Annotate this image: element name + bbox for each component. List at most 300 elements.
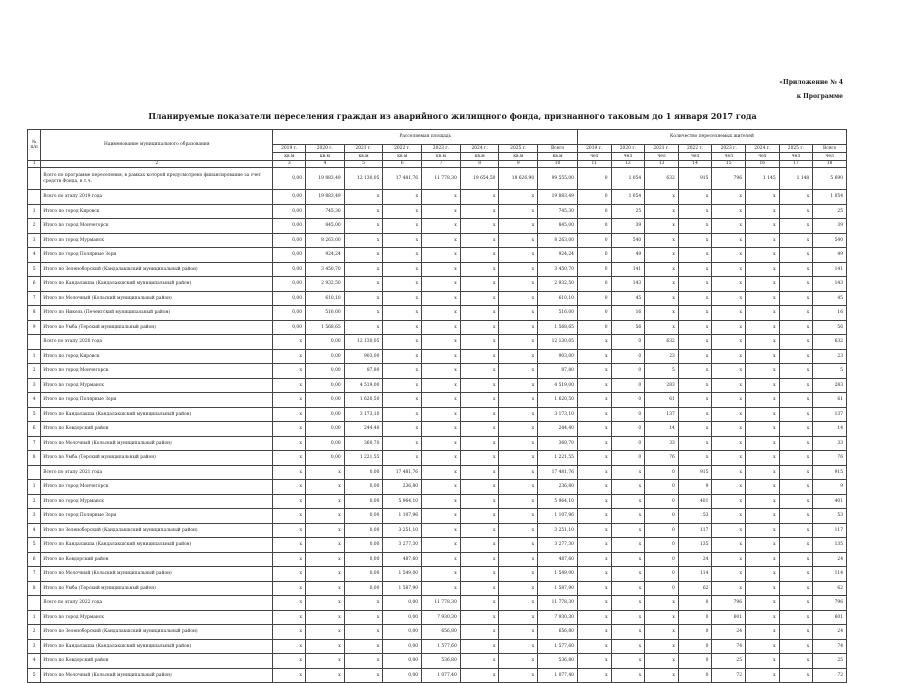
area-cell: x bbox=[273, 451, 306, 466]
area-cell: x bbox=[422, 494, 461, 509]
row-name: Итого по город Мончегорск bbox=[41, 219, 273, 234]
people-cell: 0 bbox=[645, 581, 679, 596]
area-cell: x bbox=[344, 277, 383, 292]
area-cell: x bbox=[499, 204, 538, 219]
area-cell: x bbox=[273, 393, 306, 408]
area-cell: x bbox=[306, 668, 345, 683]
table-row bbox=[28, 233, 847, 248]
area-cell: 1 221,55 bbox=[344, 451, 383, 466]
area-cell: 0,00 bbox=[306, 422, 345, 437]
header-year-people: 2024 г. bbox=[746, 145, 780, 153]
people-cell: x bbox=[746, 335, 780, 350]
area-cell: 4 519,00 bbox=[538, 378, 578, 393]
header-column-number: 3 bbox=[273, 161, 306, 168]
people-cell: 0 bbox=[678, 639, 712, 654]
people-cell: 135 bbox=[678, 538, 712, 553]
row-name: Всего по программе переселения, в рамках которой предусмотрено финансирование за счет средств Фонда, в т.ч. bbox=[41, 168, 273, 190]
header-column-number: 9 bbox=[499, 161, 538, 168]
people-cell: x bbox=[779, 262, 813, 277]
area-cell: x bbox=[344, 320, 383, 335]
area-cell: 3 173,10 bbox=[344, 407, 383, 422]
people-cell: x bbox=[779, 538, 813, 553]
area-cell: 17 481,76 bbox=[383, 168, 422, 190]
area-cell: x bbox=[422, 204, 461, 219]
row-name: Итого по город Полярные Зори bbox=[41, 509, 273, 524]
row-name: Итого по город Мурманск bbox=[41, 233, 273, 248]
area-cell: x bbox=[422, 349, 461, 364]
row-number: 7 bbox=[28, 291, 41, 306]
area-cell: 0,00 bbox=[344, 552, 383, 567]
people-cell: x bbox=[645, 654, 679, 669]
area-cell: x bbox=[499, 349, 538, 364]
area-cell: x bbox=[499, 219, 538, 234]
area-cell: x bbox=[344, 219, 383, 234]
people-cell: 25 bbox=[813, 204, 847, 219]
header-year-area: 2021 г. bbox=[344, 145, 383, 153]
area-cell: 5 964,10 bbox=[538, 494, 578, 509]
area-cell: x bbox=[499, 320, 538, 335]
people-cell: x bbox=[712, 248, 746, 263]
area-cell: x bbox=[499, 596, 538, 611]
area-cell: x bbox=[306, 581, 345, 596]
people-cell: x bbox=[611, 581, 645, 596]
people-cell: 33 bbox=[645, 436, 679, 451]
people-cell: 1 054 bbox=[611, 168, 645, 190]
people-cell: 5 bbox=[813, 364, 847, 379]
people-cell: x bbox=[746, 451, 780, 466]
area-cell: x bbox=[273, 538, 306, 553]
row-number: 1 bbox=[28, 480, 41, 495]
header-year-people: 2025 г. bbox=[779, 145, 813, 153]
table-row bbox=[28, 168, 847, 190]
header-unit-people: чел bbox=[779, 153, 813, 161]
area-cell: 0,00 bbox=[306, 451, 345, 466]
area-cell: 0,00 bbox=[306, 393, 345, 408]
area-cell: 0,00 bbox=[273, 204, 306, 219]
area-cell: x bbox=[273, 407, 306, 422]
area-cell: x bbox=[499, 523, 538, 538]
area-cell: x bbox=[460, 291, 499, 306]
people-cell: 0 bbox=[611, 335, 645, 350]
area-cell: x bbox=[460, 552, 499, 567]
people-cell: x bbox=[577, 668, 611, 683]
people-cell: 0 bbox=[678, 654, 712, 669]
area-cell: 12 130,05 bbox=[538, 335, 578, 350]
area-cell: 0,00 bbox=[344, 480, 383, 495]
area-cell: x bbox=[422, 538, 461, 553]
people-cell: x bbox=[678, 306, 712, 321]
header-column-number: 6 bbox=[383, 161, 422, 168]
row-number: 5 bbox=[28, 538, 41, 553]
area-cell: x bbox=[306, 567, 345, 582]
table-row bbox=[28, 596, 847, 611]
people-cell: 114 bbox=[678, 567, 712, 582]
row-name: Всего по этапу 2020 года bbox=[41, 335, 273, 350]
area-cell: 924,24 bbox=[306, 248, 345, 263]
area-cell: 487,60 bbox=[383, 552, 422, 567]
people-cell: x bbox=[746, 219, 780, 234]
people-cell: x bbox=[712, 451, 746, 466]
people-cell: x bbox=[712, 204, 746, 219]
area-cell: 5 964,10 bbox=[383, 494, 422, 509]
people-cell: 56 bbox=[813, 320, 847, 335]
area-cell: x bbox=[460, 248, 499, 263]
area-cell: 17 481,76 bbox=[383, 465, 422, 480]
area-cell: x bbox=[273, 654, 306, 669]
people-cell: x bbox=[746, 190, 780, 205]
people-cell: 915 bbox=[678, 465, 712, 480]
area-cell: 244,40 bbox=[538, 422, 578, 437]
row-number: 8 bbox=[28, 451, 41, 466]
area-cell: x bbox=[344, 291, 383, 306]
area-cell: x bbox=[273, 494, 306, 509]
table-header bbox=[28, 130, 847, 168]
area-cell: x bbox=[460, 451, 499, 466]
area-cell: 0,00 bbox=[383, 610, 422, 625]
header-year-people: Всего bbox=[813, 145, 847, 153]
row-number: 5 bbox=[28, 262, 41, 277]
people-cell: 62 bbox=[813, 581, 847, 596]
row-number: 4 bbox=[28, 654, 41, 669]
area-cell: x bbox=[460, 509, 499, 524]
people-cell: x bbox=[779, 407, 813, 422]
area-cell: x bbox=[460, 494, 499, 509]
people-cell: x bbox=[779, 451, 813, 466]
people-cell: 0 bbox=[577, 233, 611, 248]
table-row bbox=[28, 523, 847, 538]
people-cell: 1 054 bbox=[813, 190, 847, 205]
people-cell: x bbox=[577, 422, 611, 437]
people-cell: 33 bbox=[813, 436, 847, 451]
header-unit-area: кв.м bbox=[306, 153, 345, 161]
area-cell: 12 130,05 bbox=[344, 335, 383, 350]
people-cell: x bbox=[645, 277, 679, 292]
table-row bbox=[28, 349, 847, 364]
area-cell: x bbox=[499, 378, 538, 393]
area-cell: x bbox=[422, 451, 461, 466]
area-cell: x bbox=[306, 596, 345, 611]
area-cell: x bbox=[499, 509, 538, 524]
area-cell: x bbox=[460, 320, 499, 335]
row-name: Итого по Молочный (Кольский муниципальный район) bbox=[41, 567, 273, 582]
row-number: 2 bbox=[28, 364, 41, 379]
people-cell: x bbox=[577, 480, 611, 495]
area-cell: 0,00 bbox=[306, 436, 345, 451]
area-cell: x bbox=[383, 248, 422, 263]
area-cell: x bbox=[422, 480, 461, 495]
row-number: 2 bbox=[28, 494, 41, 509]
people-cell: x bbox=[645, 596, 679, 611]
people-cell: 601 bbox=[712, 610, 746, 625]
row-name: Итого по Умба (Терский муниципальный район) bbox=[41, 320, 273, 335]
people-cell: 632 bbox=[645, 168, 679, 190]
area-cell: x bbox=[273, 625, 306, 640]
row-name: Всего по этапу 2022 года bbox=[41, 596, 273, 611]
table-row bbox=[28, 581, 847, 596]
row-number: 3 bbox=[28, 639, 41, 654]
row-name: Итого по Кандалакша (Кандалакшский муниципальный район) bbox=[41, 639, 273, 654]
table-row bbox=[28, 610, 847, 625]
header-unit-area: кв.м bbox=[499, 153, 538, 161]
area-cell: 536,80 bbox=[538, 654, 578, 669]
row-number: 8 bbox=[28, 306, 41, 321]
people-cell: x bbox=[746, 306, 780, 321]
people-cell: 61 bbox=[813, 393, 847, 408]
area-cell: x bbox=[273, 436, 306, 451]
people-cell: 24 bbox=[678, 552, 712, 567]
area-cell: 487,60 bbox=[538, 552, 578, 567]
people-cell: x bbox=[746, 262, 780, 277]
area-cell: 0,00 bbox=[273, 168, 306, 190]
area-cell: 1 577,60 bbox=[422, 639, 461, 654]
people-cell: x bbox=[779, 204, 813, 219]
table-row bbox=[28, 190, 847, 205]
people-cell: x bbox=[712, 291, 746, 306]
row-number: 1 bbox=[28, 610, 41, 625]
area-cell: 3 251,10 bbox=[538, 523, 578, 538]
people-cell: x bbox=[577, 552, 611, 567]
row-number: 4 bbox=[28, 393, 41, 408]
people-cell: 141 bbox=[611, 262, 645, 277]
area-cell: x bbox=[273, 378, 306, 393]
people-cell: x bbox=[611, 596, 645, 611]
people-cell: x bbox=[779, 668, 813, 683]
people-cell: x bbox=[712, 306, 746, 321]
row-name: Итого по Умба (Терский муниципальный район) bbox=[41, 451, 273, 466]
people-cell: x bbox=[712, 233, 746, 248]
area-cell: x bbox=[499, 436, 538, 451]
area-cell: x bbox=[383, 306, 422, 321]
area-cell: x bbox=[499, 233, 538, 248]
area-cell: x bbox=[344, 596, 383, 611]
row-number: 5 bbox=[28, 668, 41, 683]
people-cell: x bbox=[779, 190, 813, 205]
area-cell: 0,00 bbox=[273, 262, 306, 277]
people-cell: x bbox=[611, 625, 645, 640]
area-cell: x bbox=[344, 625, 383, 640]
header-column-number: 13 bbox=[645, 161, 679, 168]
area-cell: x bbox=[499, 262, 538, 277]
header-year-people: 2022 г. bbox=[678, 145, 712, 153]
area-cell: x bbox=[422, 509, 461, 524]
people-cell: x bbox=[712, 581, 746, 596]
area-cell: 3 277,30 bbox=[383, 538, 422, 553]
people-cell: x bbox=[779, 610, 813, 625]
area-cell: x bbox=[344, 233, 383, 248]
area-cell: 924,24 bbox=[538, 248, 578, 263]
people-cell: x bbox=[712, 436, 746, 451]
area-cell: x bbox=[499, 451, 538, 466]
people-cell: x bbox=[678, 335, 712, 350]
area-cell: x bbox=[499, 668, 538, 683]
area-cell: 0,00 bbox=[344, 581, 383, 596]
people-cell: x bbox=[779, 654, 813, 669]
people-cell: x bbox=[611, 494, 645, 509]
people-cell: x bbox=[611, 567, 645, 582]
area-cell: x bbox=[273, 364, 306, 379]
area-cell: 1 568,65 bbox=[306, 320, 345, 335]
people-cell: 0 bbox=[645, 509, 679, 524]
people-cell: x bbox=[712, 190, 746, 205]
people-cell: 135 bbox=[813, 538, 847, 553]
area-cell: x bbox=[460, 422, 499, 437]
people-cell: x bbox=[645, 625, 679, 640]
people-cell: x bbox=[746, 378, 780, 393]
area-cell: x bbox=[273, 349, 306, 364]
area-cell: x bbox=[273, 567, 306, 582]
row-number bbox=[28, 596, 41, 611]
people-cell: 72 bbox=[712, 668, 746, 683]
people-cell: 9 bbox=[813, 480, 847, 495]
area-cell: 0,00 bbox=[273, 219, 306, 234]
row-name: Итого по Зеленоборский (Кандалакшский муниципальный район) bbox=[41, 262, 273, 277]
area-cell: x bbox=[460, 668, 499, 683]
area-cell: x bbox=[499, 277, 538, 292]
table-row bbox=[28, 320, 847, 335]
people-cell: 45 bbox=[611, 291, 645, 306]
people-cell: 0 bbox=[645, 538, 679, 553]
people-cell: x bbox=[779, 364, 813, 379]
people-cell: 49 bbox=[611, 248, 645, 263]
header-year-area: 2022 г. bbox=[383, 145, 422, 153]
resettlement-table bbox=[27, 129, 847, 683]
header-year-people: 2021 г. bbox=[645, 145, 679, 153]
area-cell: x bbox=[306, 625, 345, 640]
people-cell: 0 bbox=[678, 625, 712, 640]
table-row bbox=[28, 378, 847, 393]
people-cell: 601 bbox=[813, 610, 847, 625]
people-cell: 117 bbox=[813, 523, 847, 538]
table-row bbox=[28, 451, 847, 466]
area-cell: x bbox=[460, 407, 499, 422]
area-cell: x bbox=[383, 219, 422, 234]
row-name: Итого по Кандалакша (Кандалакшский муниципальный район) bbox=[41, 277, 273, 292]
people-cell: 16 bbox=[813, 306, 847, 321]
header-column-number: 16 bbox=[746, 161, 780, 168]
area-cell: x bbox=[273, 523, 306, 538]
people-cell: x bbox=[746, 654, 780, 669]
area-cell: x bbox=[499, 654, 538, 669]
area-cell: x bbox=[422, 523, 461, 538]
area-cell: x bbox=[460, 567, 499, 582]
people-cell: 540 bbox=[813, 233, 847, 248]
people-cell: x bbox=[611, 465, 645, 480]
people-cell: x bbox=[577, 538, 611, 553]
area-cell: x bbox=[383, 422, 422, 437]
people-cell: x bbox=[746, 480, 780, 495]
people-cell: 0 bbox=[577, 219, 611, 234]
area-cell: 0,00 bbox=[344, 465, 383, 480]
table-row bbox=[28, 219, 847, 234]
area-cell: 0,00 bbox=[383, 639, 422, 654]
people-cell: x bbox=[678, 407, 712, 422]
area-cell: x bbox=[383, 233, 422, 248]
people-cell: x bbox=[577, 523, 611, 538]
people-cell: x bbox=[712, 523, 746, 538]
area-cell: x bbox=[344, 654, 383, 669]
people-cell: x bbox=[577, 436, 611, 451]
row-number: 3 bbox=[28, 378, 41, 393]
people-cell: 74 bbox=[712, 639, 746, 654]
people-cell: x bbox=[712, 538, 746, 553]
people-cell: x bbox=[678, 451, 712, 466]
appendix-reference: к Программе bbox=[796, 93, 843, 100]
area-cell: x bbox=[422, 567, 461, 582]
area-cell: x bbox=[273, 552, 306, 567]
area-cell: 1 077,40 bbox=[422, 668, 461, 683]
area-cell: x bbox=[460, 625, 499, 640]
people-cell: x bbox=[779, 465, 813, 480]
area-cell: x bbox=[273, 480, 306, 495]
people-cell: x bbox=[712, 277, 746, 292]
area-cell: 610,10 bbox=[306, 291, 345, 306]
people-cell: x bbox=[678, 190, 712, 205]
people-cell: x bbox=[779, 378, 813, 393]
area-cell: 516,00 bbox=[538, 306, 578, 321]
people-cell: x bbox=[779, 291, 813, 306]
table-row bbox=[28, 393, 847, 408]
area-cell: x bbox=[306, 480, 345, 495]
header-unit-people: чел bbox=[645, 153, 679, 161]
people-cell: x bbox=[611, 668, 645, 683]
area-cell: x bbox=[422, 248, 461, 263]
table-row bbox=[28, 639, 847, 654]
area-cell: x bbox=[306, 610, 345, 625]
people-cell: x bbox=[712, 349, 746, 364]
area-cell: 0,00 bbox=[273, 291, 306, 306]
people-cell: 540 bbox=[611, 233, 645, 248]
people-cell: 0 bbox=[611, 436, 645, 451]
row-number: 3 bbox=[28, 233, 41, 248]
people-cell: 25 bbox=[611, 204, 645, 219]
area-cell: x bbox=[422, 320, 461, 335]
row-number: 9 bbox=[28, 320, 41, 335]
area-cell: x bbox=[422, 233, 461, 248]
people-cell: x bbox=[577, 509, 611, 524]
row-name: Итого по город Кировск bbox=[41, 204, 273, 219]
row-name: Итого по Молочный (Кольский муниципальный район) bbox=[41, 291, 273, 306]
people-cell: x bbox=[645, 291, 679, 306]
people-cell: x bbox=[577, 596, 611, 611]
table-row bbox=[28, 335, 847, 350]
area-cell: 0,00 bbox=[344, 509, 383, 524]
area-cell: x bbox=[383, 451, 422, 466]
row-name: Итого по Молочный (Кольский муниципальный район) bbox=[41, 668, 273, 683]
row-name: Всего по этапу 2021 года bbox=[41, 465, 273, 480]
people-cell: x bbox=[779, 567, 813, 582]
header-unit-area: кв.м bbox=[273, 153, 306, 161]
area-cell: 3 450,70 bbox=[538, 262, 578, 277]
people-cell: 632 bbox=[813, 335, 847, 350]
people-cell: 1 148 bbox=[779, 168, 813, 190]
row-name: Всего по этапу 2019 года bbox=[41, 190, 273, 205]
header-column-numbers-row bbox=[28, 161, 847, 168]
people-cell: x bbox=[746, 552, 780, 567]
area-cell: x bbox=[422, 306, 461, 321]
area-cell: 19 883,49 bbox=[306, 168, 345, 190]
header-unit-area: кв.м bbox=[538, 153, 578, 161]
area-cell: x bbox=[344, 190, 383, 205]
people-cell: 0 bbox=[611, 451, 645, 466]
row-number bbox=[28, 168, 41, 190]
people-cell: x bbox=[577, 494, 611, 509]
people-cell: x bbox=[712, 393, 746, 408]
people-cell: x bbox=[779, 277, 813, 292]
people-cell: x bbox=[779, 552, 813, 567]
people-cell: 14 bbox=[813, 422, 847, 437]
area-cell: x bbox=[422, 436, 461, 451]
area-cell: 19 883,49 bbox=[306, 190, 345, 205]
